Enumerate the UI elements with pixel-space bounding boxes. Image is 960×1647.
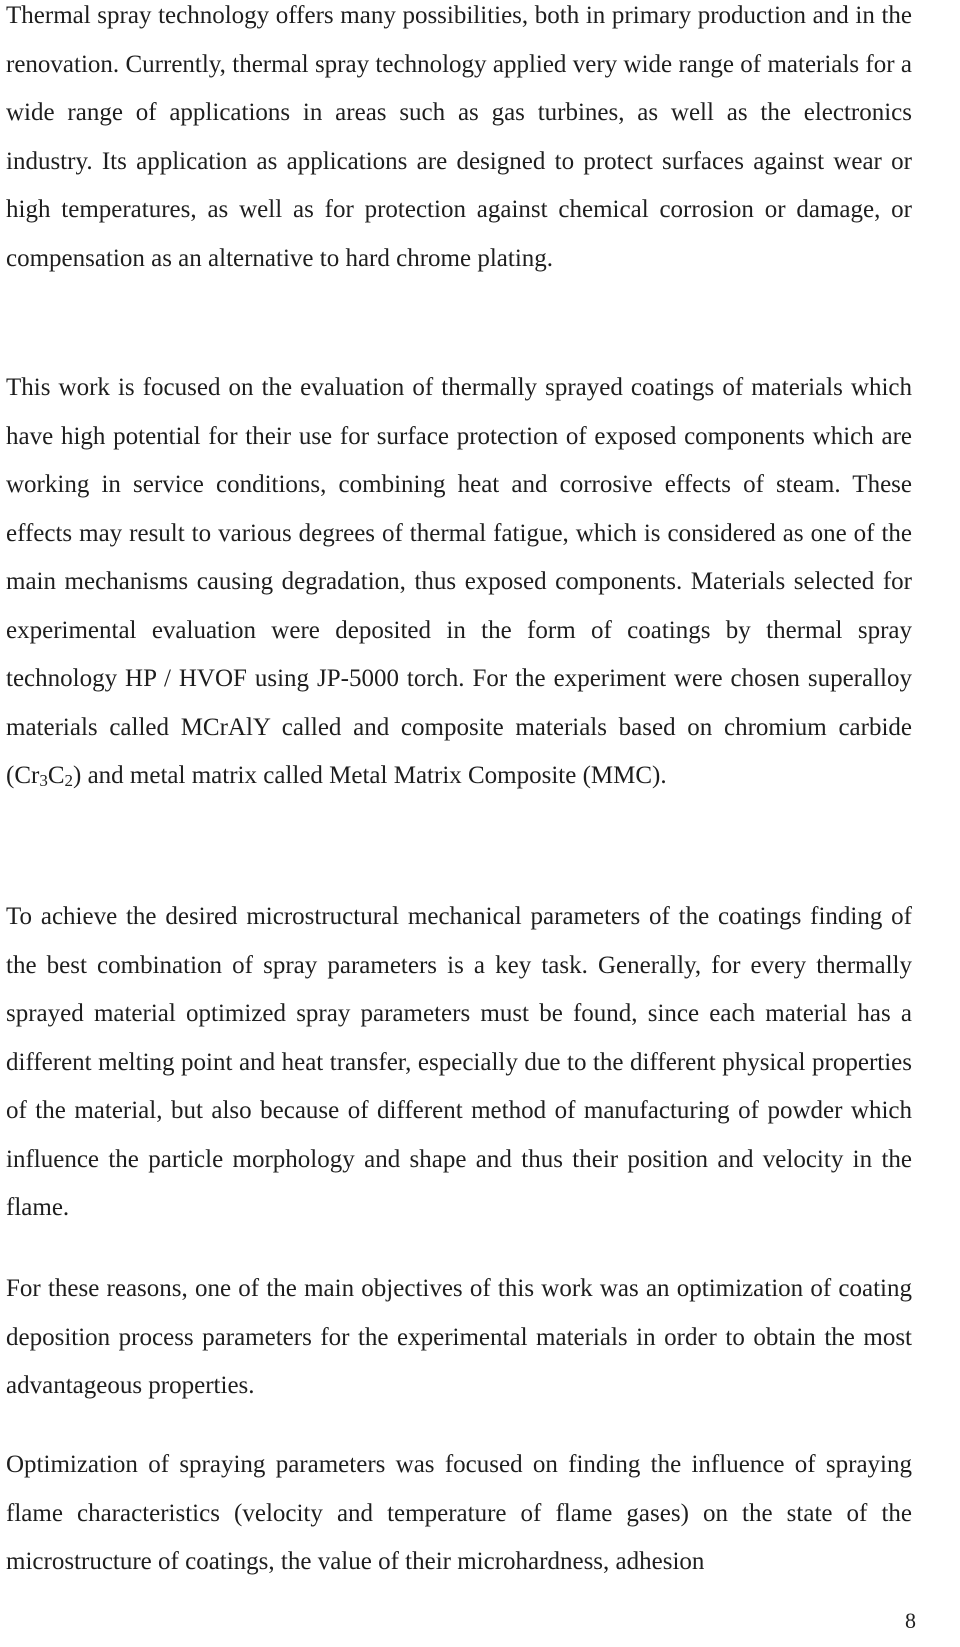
paragraph-spray-parameters: To achieve the desired microstructural mechanical parameters of the coatings finding of the best combination of spray parameters is a key task. Generally, for every thermally sprayed material optimized spray parameters must be found, since each material has a different melting point and heat transfer, especially due to the different physical properties of the material, but also because of different method of manufacturing of powder which influence the particle morphology and shape and thus their position and velocity in the flame.: [6, 903, 912, 1221]
paragraph-work-focus-text: This work is focused on the evaluation of thermally sprayed coatings of materials which have high potential for their use for surface protection of exposed components which are working in service conditions, combining heat and corrosive effects of steam. These effects may result to various degrees of thermal fatigue, which is considered as one of the main mechanisms causing degradation, thus exposed components. Materials selected for experimental evaluation were deposited in the form of coatings by thermal spray technology HP / HVOF using JP-5000 torch. For the experiment were chosen superalloy materials called MCrAlY called and composite materials based on chromium carbide (Cr: [6, 374, 912, 789]
formula-subscript-2: 2: [64, 771, 74, 790]
paragraph-work-focus-ending: ) and metal matrix called Metal Matrix Composite (MMC).: [73, 762, 667, 789]
paragraph-work-focus: [6, 364, 912, 803]
page-number: 8: [905, 1608, 916, 1633]
paragraph-objectives: For these reasons, one of the main objectives of this work was an optimization of coating deposition process parameters for the experimental materials in order to obtain the most advantageous properties.: [6, 1275, 912, 1399]
formula-subscript-3: 3: [39, 771, 48, 790]
paragraph-optimization: Optimization of spraying parameters was focused on finding the influence of spraying flame characteristics (velocity and temperature of flame gases) on the state of the microstructure of coatings, the value of their microhardness, adhesion: [6, 1451, 912, 1575]
formula-carbon-symbol: C: [47, 762, 65, 789]
paragraph-thermal-spray-intro: Thermal spray technology offers many possibilities, both in primary production and in the renovation. Currently, thermal spray technology applied very wide range of materials for a wide range of applications in areas such as gas turbines, as well as the electronics industry. Its application as applications are designed to protect surfaces against wear or high temperatures, as well as for protection against chemical corrosion or damage, or compensation as an alternative to hard chrome plating.: [6, 2, 912, 272]
